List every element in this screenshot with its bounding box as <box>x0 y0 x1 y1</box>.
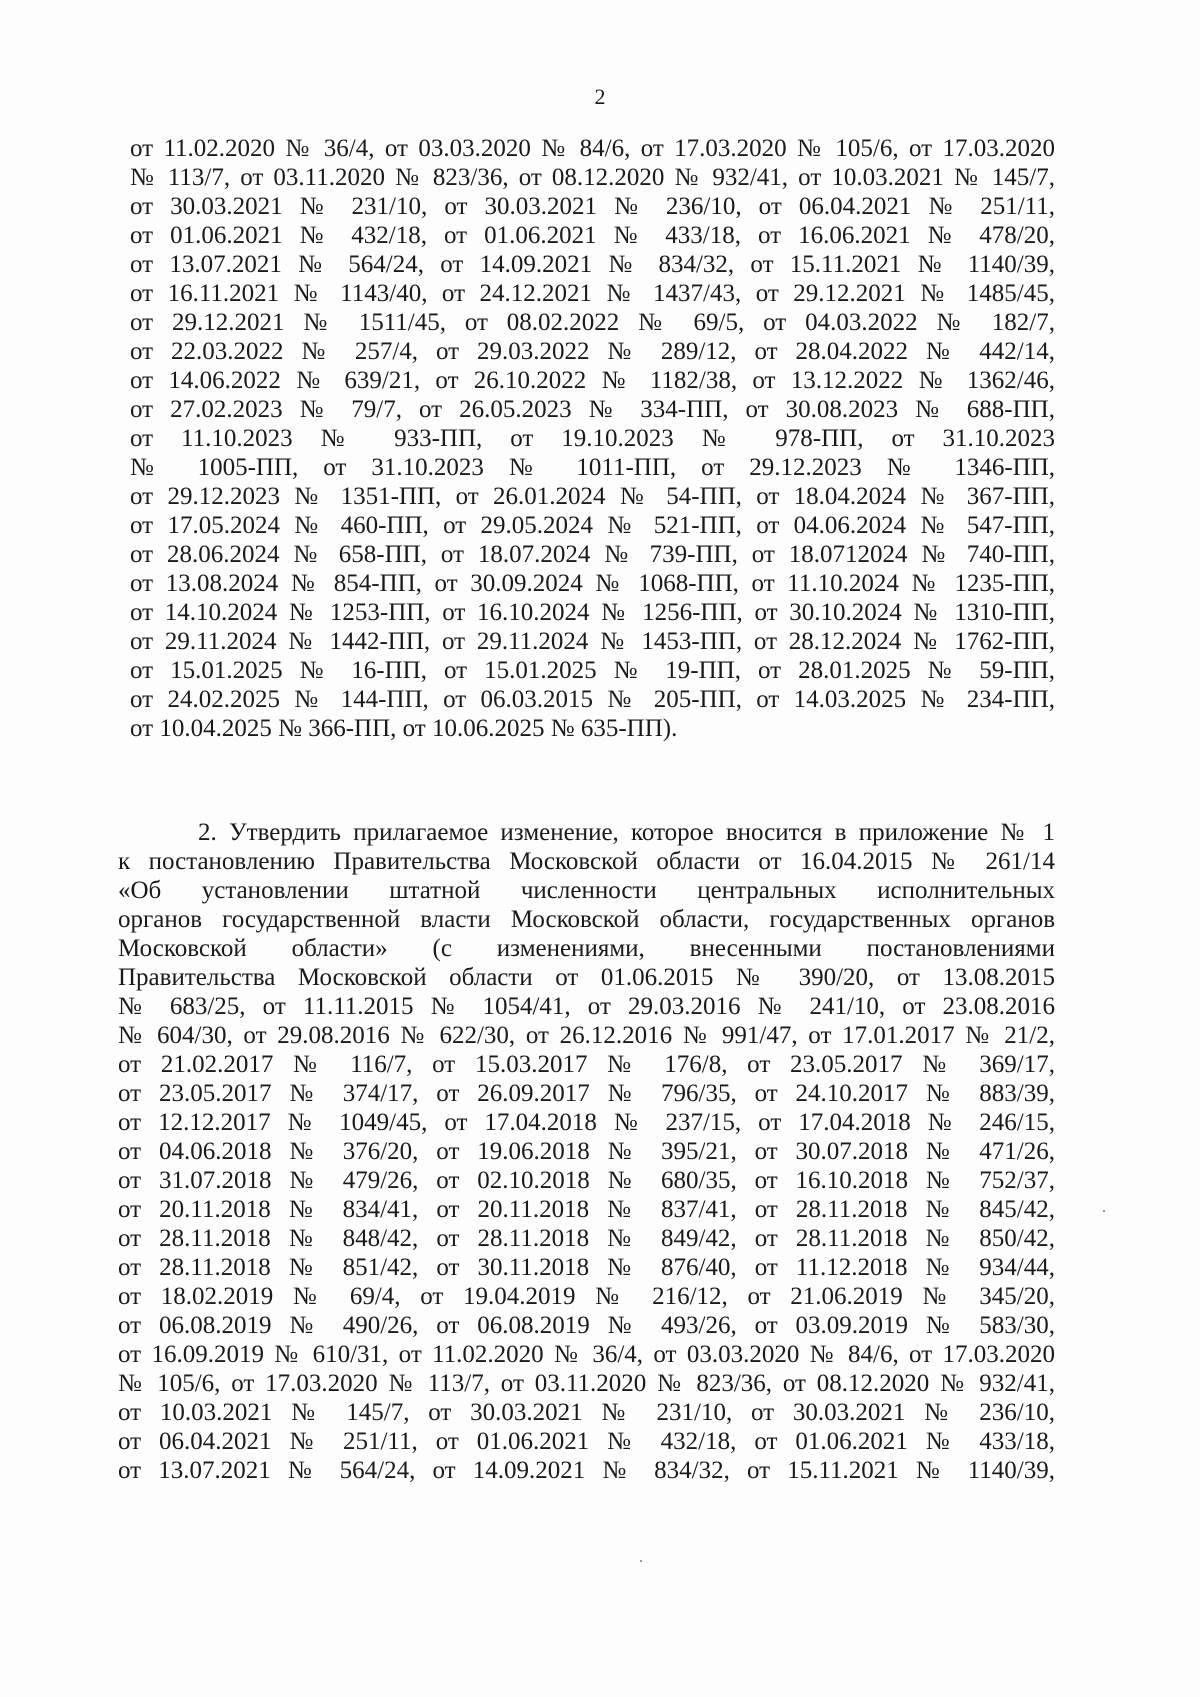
text-line: от 18.02.2019 № 69/4, от 19.04.2019 № 216/12, от 21.06.2019 № 345/20, <box>118 1283 1055 1310</box>
text-line: от 13.08.2024 № 854-ПП, от 30.09.2024 № 1068-ПП, от 11.10.2024 № 1235-ПП, <box>130 570 1055 597</box>
text-line: № 604/30, от 29.08.2016 № 622/30, от 26.12.2016 № 991/47, от 17.01.2017 № 21/2, <box>118 1022 1055 1049</box>
paragraph-item-2 <box>118 818 1055 1485</box>
text-line: от 13.07.2021 № 564/24, от 14.09.2021 № 834/32, от 15.11.2021 № 1140/39, <box>130 251 1055 278</box>
text-line: от 29.12.2021 № 1511/45, от 08.02.2022 № 69/5, от 04.03.2022 № 182/7, <box>130 309 1055 336</box>
text-line: Правительства Московской области от 01.06.2015 № 390/20, от 13.08.2015 <box>118 964 1055 991</box>
text-line: № 113/7, от 03.11.2020 № 823/36, от 08.12.2020 № 932/41, от 10.03.2021 № 145/7, <box>130 164 1055 191</box>
text-line: № 105/6, от 17.03.2020 № 113/7, от 03.11.2020 № 823/36, от 08.12.2020 № 932/41, <box>118 1370 1055 1397</box>
text-line: от 14.06.2022 № 639/21, от 26.10.2022 № 1182/38, от 13.12.2022 № 1362/46, <box>130 367 1055 394</box>
text-line: от 14.10.2024 № 1253-ПП, от 16.10.2024 № 1256-ПП, от 30.10.2024 № 1310-ПП, <box>130 599 1055 626</box>
text-line: от 16.11.2021 № 1143/40, от 24.12.2021 № 1437/43, от 29.12.2021 № 1485/45, <box>130 280 1055 307</box>
text-line: «Об установлении штатной численности центральных исполнительных <box>118 877 1055 904</box>
text-line: № 683/25, от 11.11.2015 № 1054/41, от 29.03.2016 № 241/10, от 23.08.2016 <box>118 993 1055 1020</box>
text-line: от 29.11.2024 № 1442-ПП, от 29.11.2024 № 1453-ПП, от 28.12.2024 № 1762-ПП, <box>130 628 1055 655</box>
text-line: от 27.02.2023 № 79/7, от 26.05.2023 № 334-ПП, от 30.08.2023 № 688-ПП, <box>130 396 1055 423</box>
page-number: 2 <box>594 84 606 109</box>
text-line: от 28.11.2018 № 851/42, от 30.11.2018 № 876/40, от 11.12.2018 № 934/44, <box>118 1254 1055 1281</box>
text-line: от 24.02.2025 № 144-ПП, от 06.03.2015 № 205-ПП, от 14.03.2025 № 234-ПП, <box>130 686 1055 713</box>
text-line: от 28.06.2024 № 658-ПП, от 18.07.2024 № 739-ПП, от 18.0712024 № 740-ПП, <box>130 541 1055 568</box>
text-line: от 11.02.2020 № 36/4, от 03.03.2020 № 84/6, от 17.03.2020 № 105/6, от 17.03.2020 <box>130 135 1055 162</box>
text-line: Московской области» (с изменениями, внесенными постановлениями <box>118 935 1055 962</box>
text-line: 2. Утвердить прилагаемое изменение, которое вносится в приложение № 1 <box>198 819 1055 846</box>
text-line: от 16.09.2019 № 610/31, от 11.02.2020 № 36/4, от 03.03.2020 № 84/6, от 17.03.2020 <box>118 1341 1055 1368</box>
text-line: от 31.07.2018 № 479/26, от 02.10.2018 № 680/35, от 16.10.2018 № 752/37, <box>118 1167 1055 1194</box>
text-line: от 17.05.2024 № 460-ПП, от 29.05.2024 № 521-ПП, от 04.06.2024 № 547-ПП, <box>130 512 1055 539</box>
text-line: от 21.02.2017 № 116/7, от 15.03.2017 № 176/8, от 23.05.2017 № 369/17, <box>118 1051 1055 1078</box>
scan-speck <box>640 1560 642 1562</box>
text-line: от 11.10.2023 № 933-ПП, от 19.10.2023 № 978-ПП, от 31.10.2023 <box>130 425 1055 452</box>
text-line: от 22.03.2022 № 257/4, от 29.03.2022 № 289/12, от 28.04.2022 № 442/14, <box>130 338 1055 365</box>
paragraph-continuation <box>130 134 1055 743</box>
text-line: от 29.12.2023 № 1351-ПП, от 26.01.2024 № 54-ПП, от 18.04.2024 № 367-ПП, <box>130 483 1055 510</box>
text-line: от 20.11.2018 № 834/41, от 20.11.2018 № 837/41, от 28.11.2018 № 845/42, <box>118 1196 1055 1223</box>
text-line: от 13.07.2021 № 564/24, от 14.09.2021 № 834/32, от 15.11.2021 № 1140/39, <box>118 1457 1055 1484</box>
text-line: к постановлению Правительства Московской области от 16.04.2015 № 261/14 <box>118 848 1055 875</box>
text-line: от 12.12.2017 № 1049/45, от 17.04.2018 № 237/15, от 17.04.2018 № 246/15, <box>118 1109 1055 1136</box>
text-line: от 06.04.2021 № 251/11, от 01.06.2021 № 432/18, от 01.06.2021 № 433/18, <box>118 1428 1055 1455</box>
text-line: от 30.03.2021 № 231/10, от 30.03.2021 № 236/10, от 06.04.2021 № 251/11, <box>130 193 1055 220</box>
text-line: от 28.11.2018 № 848/42, от 28.11.2018 № 849/42, от 28.11.2018 № 850/42, <box>118 1225 1055 1252</box>
text-line: от 23.05.2017 № 374/17, от 26.09.2017 № 796/35, от 24.10.2017 № 883/39, <box>118 1080 1055 1107</box>
text-line: от 10.03.2021 № 145/7, от 30.03.2021 № 231/10, от 30.03.2021 № 236/10, <box>118 1399 1055 1426</box>
text-line: от 04.06.2018 № 376/20, от 19.06.2018 № 395/21, от 30.07.2018 № 471/26, <box>118 1138 1055 1165</box>
text-line: от 10.04.2025 № 366-ПП, от 10.06.2025 № 635-ПП). <box>130 715 678 742</box>
text-line: от 15.01.2025 № 16-ПП, от 15.01.2025 № 19-ПП, от 28.01.2025 № 59-ПП, <box>130 657 1055 684</box>
scan-speck <box>1103 1210 1105 1212</box>
text-line: от 06.08.2019 № 490/26, от 06.08.2019 № 493/26, от 03.09.2019 № 583/30, <box>118 1312 1055 1339</box>
text-line: № 1005-ПП, от 31.10.2023 № 1011-ПП, от 29.12.2023 № 1346-ПП, <box>130 454 1055 481</box>
text-line: органов государственной власти Московской области, государственных органов <box>118 906 1055 933</box>
text-line: от 01.06.2021 № 432/18, от 01.06.2021 № 433/18, от 16.06.2021 № 478/20, <box>130 222 1055 249</box>
